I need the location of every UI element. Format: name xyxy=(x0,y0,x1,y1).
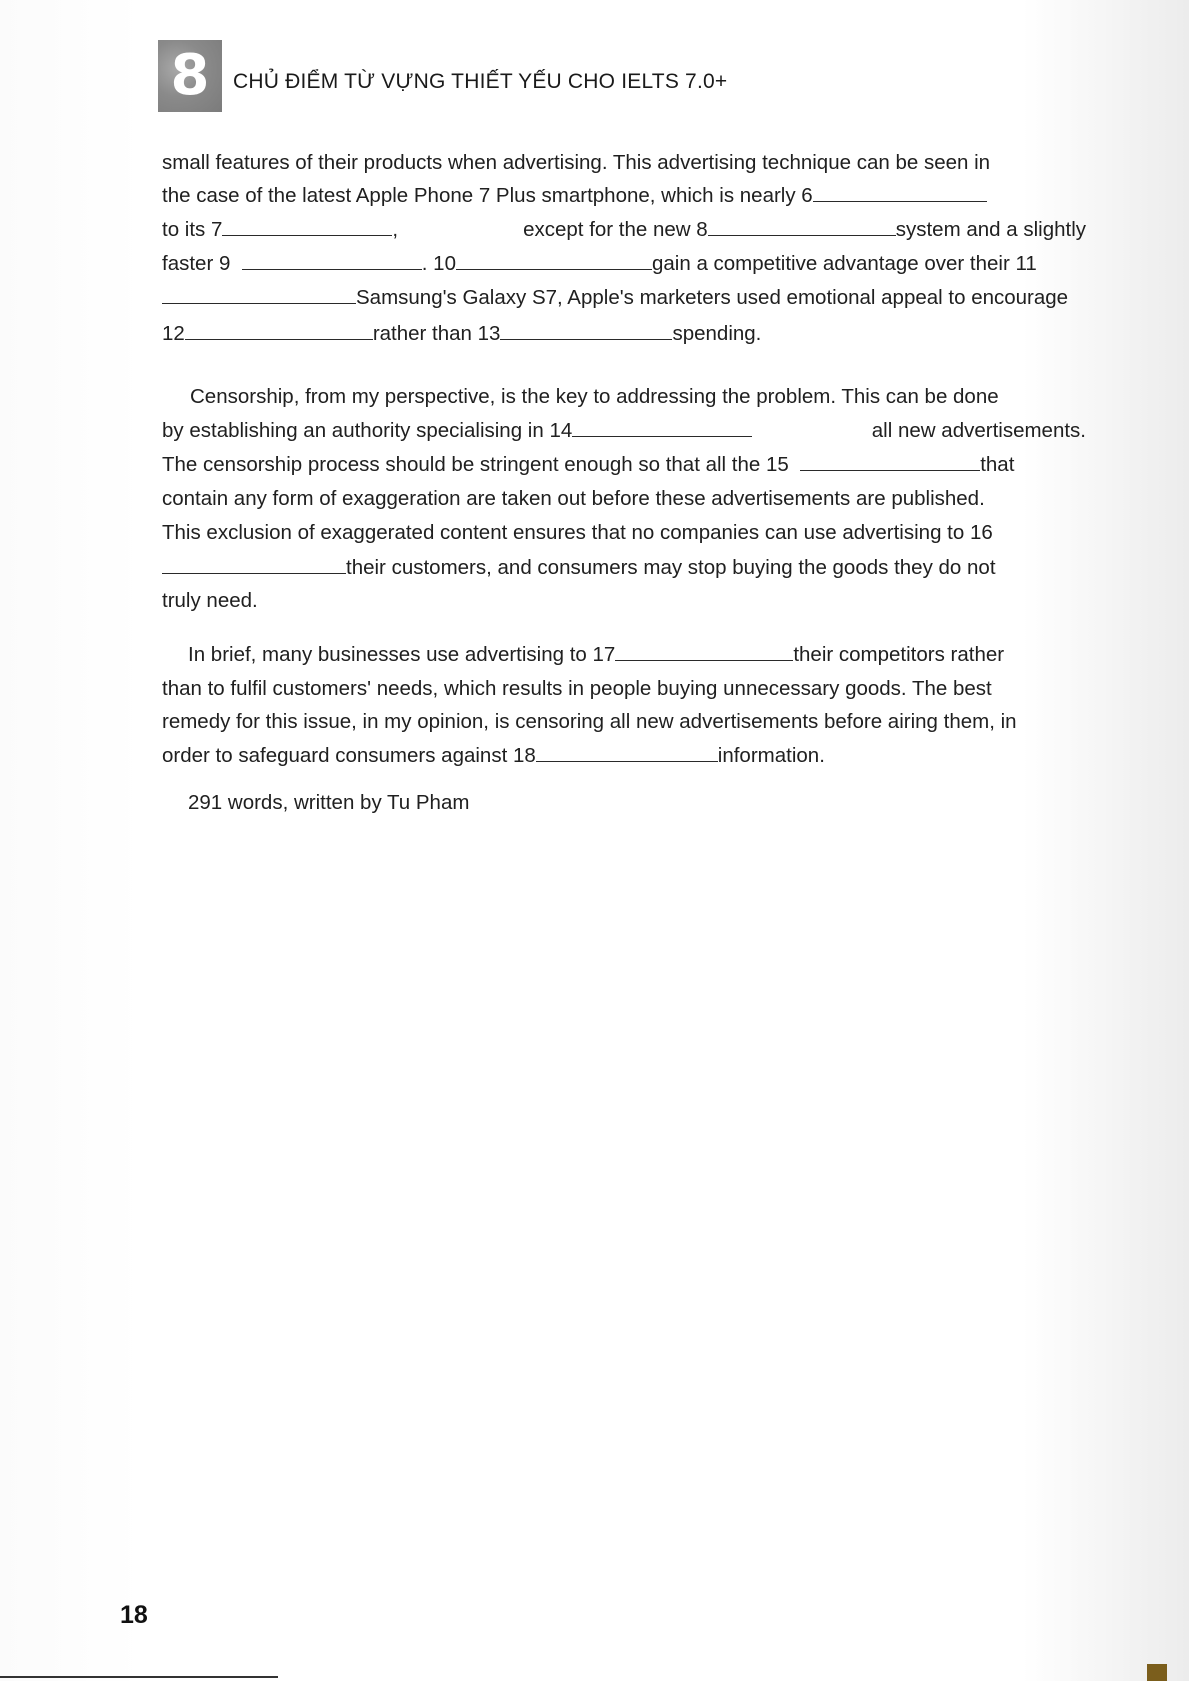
text-segment: system and a slightly xyxy=(895,218,1086,241)
running-header-title: CHỦ ĐIỂM TỪ VỰNG THIẾT YẾU CHO IELTS 7.0+ xyxy=(233,70,728,93)
text-segment: Censorship, from my perspective, is the key to addressing the problem. This can be done xyxy=(190,385,999,408)
text-segment: 12 xyxy=(162,322,185,345)
text-segment: spending. xyxy=(672,322,762,345)
text-line xyxy=(162,586,1086,616)
text-line xyxy=(162,707,1086,737)
text-segment: information. xyxy=(717,744,825,767)
text-segment: that xyxy=(980,453,1015,476)
blank-15[interactable] xyxy=(800,452,980,471)
text-line xyxy=(162,283,1086,313)
text-line xyxy=(162,674,1086,704)
blank-16[interactable] xyxy=(162,555,346,574)
text-segment: except for the new 8 xyxy=(523,218,708,241)
text-segment: In brief, many businesses use advertising to 17 xyxy=(188,643,616,666)
text-line xyxy=(162,518,1086,548)
text-segment: . 10 xyxy=(421,252,456,275)
blank-14[interactable] xyxy=(572,418,752,437)
text-segment: Samsung's Galaxy S7, Apple's marketers used emotional appeal to encourage xyxy=(356,286,1069,309)
blank-6[interactable] xyxy=(813,183,987,202)
text-line xyxy=(162,553,1086,583)
blank-12[interactable] xyxy=(185,321,373,340)
text-line xyxy=(162,319,1086,349)
text-line xyxy=(190,382,1086,412)
text-segment: faster 9 xyxy=(162,252,231,275)
text-segment: , xyxy=(392,218,399,241)
text-line xyxy=(162,215,1086,245)
text-segment: than to fulfil customers' needs, which results in people buying unnecessary goods. The best xyxy=(162,677,992,700)
blank-13[interactable] xyxy=(500,321,672,340)
text-segment: all new advertisements. xyxy=(871,419,1086,442)
chapter-badge xyxy=(158,40,222,112)
text-line xyxy=(162,484,1086,514)
text-segment: order to safeguard consumers against 18 xyxy=(162,744,536,767)
text-line xyxy=(162,741,1086,771)
blank-17[interactable] xyxy=(615,642,793,661)
text-segment: The censorship process should be stringent enough so that all the 15 xyxy=(162,453,789,476)
text-segment: truly need. xyxy=(162,589,258,612)
text-line xyxy=(162,416,1086,446)
text-segment: by establishing an authority specialising in 14 xyxy=(162,419,573,442)
text-segment: small features of their products when advertising. This advertising technique can be seen in xyxy=(162,151,991,174)
text-segment: the case of the latest Apple Phone 7 Plus smartphone, which is nearly 6 xyxy=(162,184,813,207)
word-count-note: 291 words, written by Tu Pham xyxy=(188,791,470,814)
chapter-badge-number: 8 xyxy=(170,43,210,108)
text-segment: their customers, and consumers may stop buying the goods they do not xyxy=(346,556,996,579)
text-segment: to its 7 xyxy=(162,218,223,241)
text-line xyxy=(162,148,1086,178)
text-line xyxy=(162,450,1086,480)
blank-8[interactable] xyxy=(708,217,896,236)
bottom-rule xyxy=(0,1676,278,1678)
blank-11[interactable] xyxy=(162,285,356,304)
text-line xyxy=(188,640,1086,670)
page-number: 18 xyxy=(120,1601,148,1629)
text-line xyxy=(162,249,1086,279)
corner-tab xyxy=(1147,1664,1167,1681)
text-segment: gain a competitive advantage over their 11 xyxy=(651,252,1037,275)
blank-18[interactable] xyxy=(536,743,718,762)
blank-7[interactable] xyxy=(222,217,392,236)
blank-10[interactable] xyxy=(456,251,652,270)
text-segment: This exclusion of exaggerated content ensures that no companies can use advertising to 16 xyxy=(162,521,993,544)
text-segment: their competitors rather xyxy=(793,643,1005,666)
blank-9[interactable] xyxy=(242,251,422,270)
text-segment: contain any form of exaggeration are taken out before these advertisements are published. xyxy=(162,487,985,510)
text-line xyxy=(162,181,1086,211)
text-segment: remedy for this issue, in my opinion, is censoring all new advertisements before airing them, in xyxy=(162,710,1017,733)
text-segment: rather than 13 xyxy=(372,322,501,345)
